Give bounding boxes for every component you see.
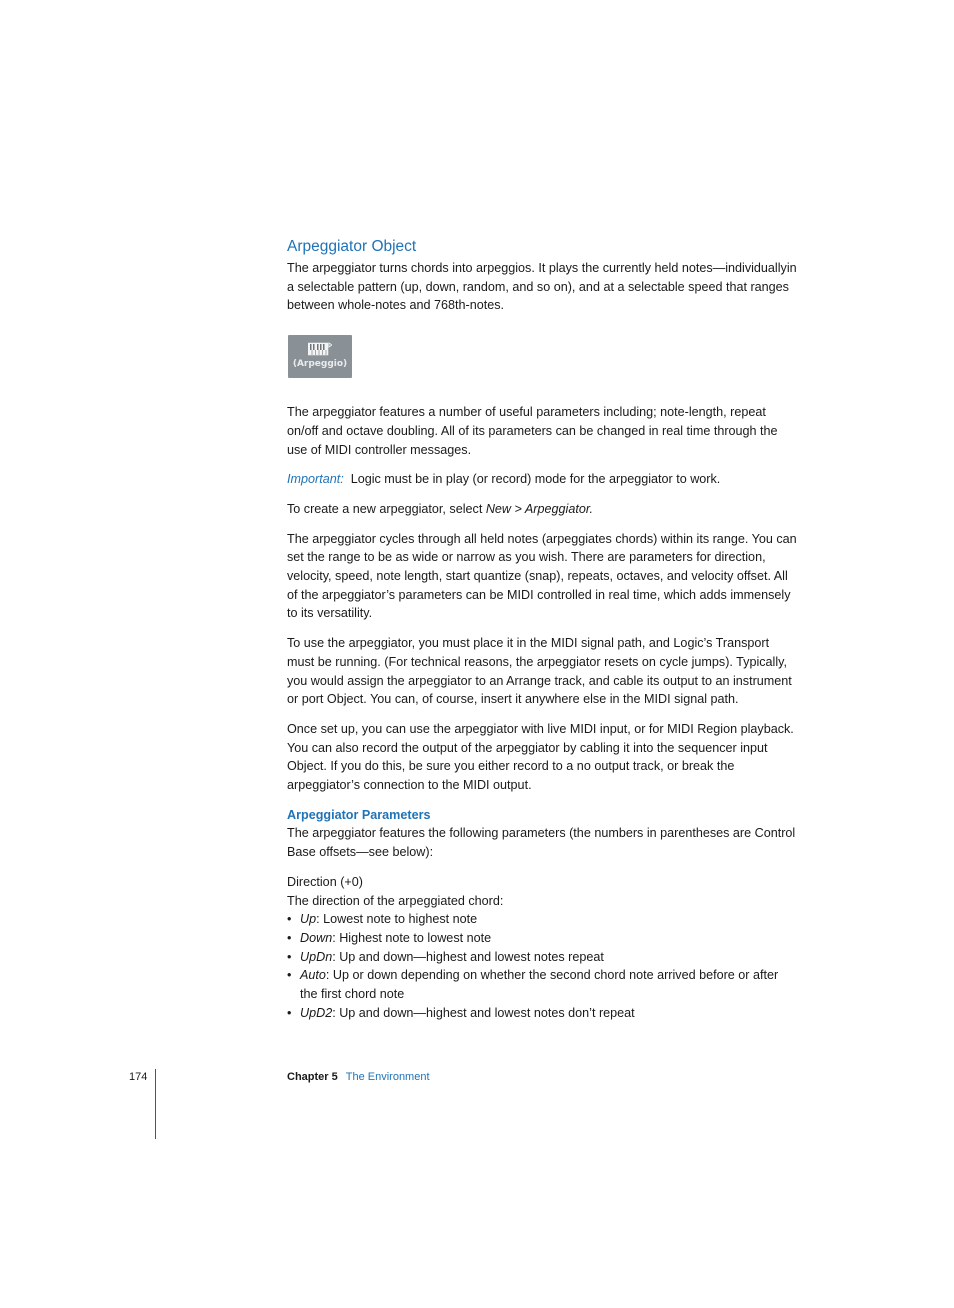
item-text: : Up or down depending on whether the second chord note arrived before or after the first chord note bbox=[300, 968, 779, 1002]
param-offset: (+0) bbox=[340, 874, 363, 889]
item-term: Up bbox=[300, 912, 317, 927]
once-paragraph: Once set up, you can use the arpeggiator with live MIDI input, or for MIDI Region playback. You can also record the output of the arpeggiator by cabling it into the sequencer input Object. If you do this, be sure you either record to a no output track, or break the arpeggiator’s connection to the MIDI output. bbox=[287, 721, 794, 793]
intro-paragraph: The arpeggiator turns chords into arpeggios. It plays the currently held notes—individuallyin a selectable pattern (up, down, random, and so on), and at a selectable speed that ranges between whole-notes and 768th-notes. bbox=[287, 261, 797, 313]
section-heading: Arpeggiator Object bbox=[287, 238, 417, 255]
list-item: • Down: Highest note to lowest note bbox=[287, 930, 492, 945]
chapter-title: The Environment bbox=[345, 1071, 430, 1083]
direction-description: The direction of the arpeggiated chord: bbox=[287, 893, 504, 908]
use-paragraph: To use the arpeggiator, you must place it in the MIDI signal path, and Logic’s Transport must be running. (For technical reasons, the arpeggiator resets on cycle jumps). Typically, you would assign the arpeggiator to an Arrange track, and cable its output to an instrument or port Object. You can, of course, insert it anywhere else in the MIDI signal path. bbox=[287, 636, 792, 707]
footer-divider bbox=[155, 1069, 156, 1139]
main-content bbox=[287, 236, 797, 1023]
important-label: Important: bbox=[287, 472, 344, 487]
item-text: : Up and down—highest and lowest notes don’t repeat bbox=[332, 1005, 635, 1020]
keyboard-arpeggio-icon bbox=[308, 342, 332, 356]
list-item: • Auto: Up or down depending on whether the second chord note arrived before or after the first chord note bbox=[287, 968, 779, 1002]
list-item: • UpDn: Up and down—highest and lowest notes repeat bbox=[287, 949, 604, 964]
subsection-heading: Arpeggiator Parameters bbox=[287, 807, 431, 822]
cycles-paragraph: The arpeggiator cycles through all held notes (arpeggiates chords) within its range. You can set the range to be as wide or narrow as you wish. There are parameters for direction, velocity, speed, note length, start quantize (snap), repeats, octaves, and velocity offset. All of the arpeggiator’s parameters can be MIDI controlled in real time, which adds immensely to its versatility. bbox=[287, 531, 797, 621]
menu-path: New > Arpeggiator. bbox=[485, 501, 594, 516]
features-paragraph: The arpeggiator features a number of useful parameters including; note-length, repeat on/off and octave doubling. All of its parameters can be changed in real time through the use of MIDI controller messages. bbox=[287, 405, 778, 457]
important-text: Logic must be in play (or record) mode for the arpeggiator to work. bbox=[350, 472, 721, 487]
item-text: : Up and down—highest and lowest notes repeat bbox=[332, 949, 604, 964]
item-term: UpD2 bbox=[300, 1005, 333, 1020]
arpeggio-object-icon bbox=[288, 335, 352, 378]
important-note bbox=[287, 470, 797, 489]
item-term: Down bbox=[300, 930, 333, 945]
page-number: 174 bbox=[129, 1071, 148, 1083]
object-label: (Arpeggio) bbox=[292, 359, 348, 370]
list-item: • Up: Lowest note to highest note bbox=[287, 912, 478, 927]
item-term: UpDn bbox=[300, 949, 333, 964]
chapter-label: Chapter 5 bbox=[287, 1071, 338, 1083]
direction-list bbox=[287, 910, 797, 1022]
item-text: : Lowest note to highest note bbox=[316, 912, 478, 927]
chapter-footer bbox=[287, 1070, 430, 1084]
create-instruction bbox=[287, 500, 797, 519]
list-item: • UpD2: Up and down—highest and lowest notes don’t repeat bbox=[287, 1005, 635, 1020]
direction-heading bbox=[287, 873, 797, 892]
item-text: : Highest note to lowest note bbox=[332, 930, 492, 945]
params-paragraph: The arpeggiator features the following parameters (the numbers in parentheses are Control Base offsets—see below): bbox=[287, 826, 796, 860]
item-term: Auto bbox=[300, 968, 326, 983]
create-prefix: To create a new arpeggiator, select bbox=[287, 501, 486, 516]
param-name: Direction bbox=[287, 874, 337, 889]
